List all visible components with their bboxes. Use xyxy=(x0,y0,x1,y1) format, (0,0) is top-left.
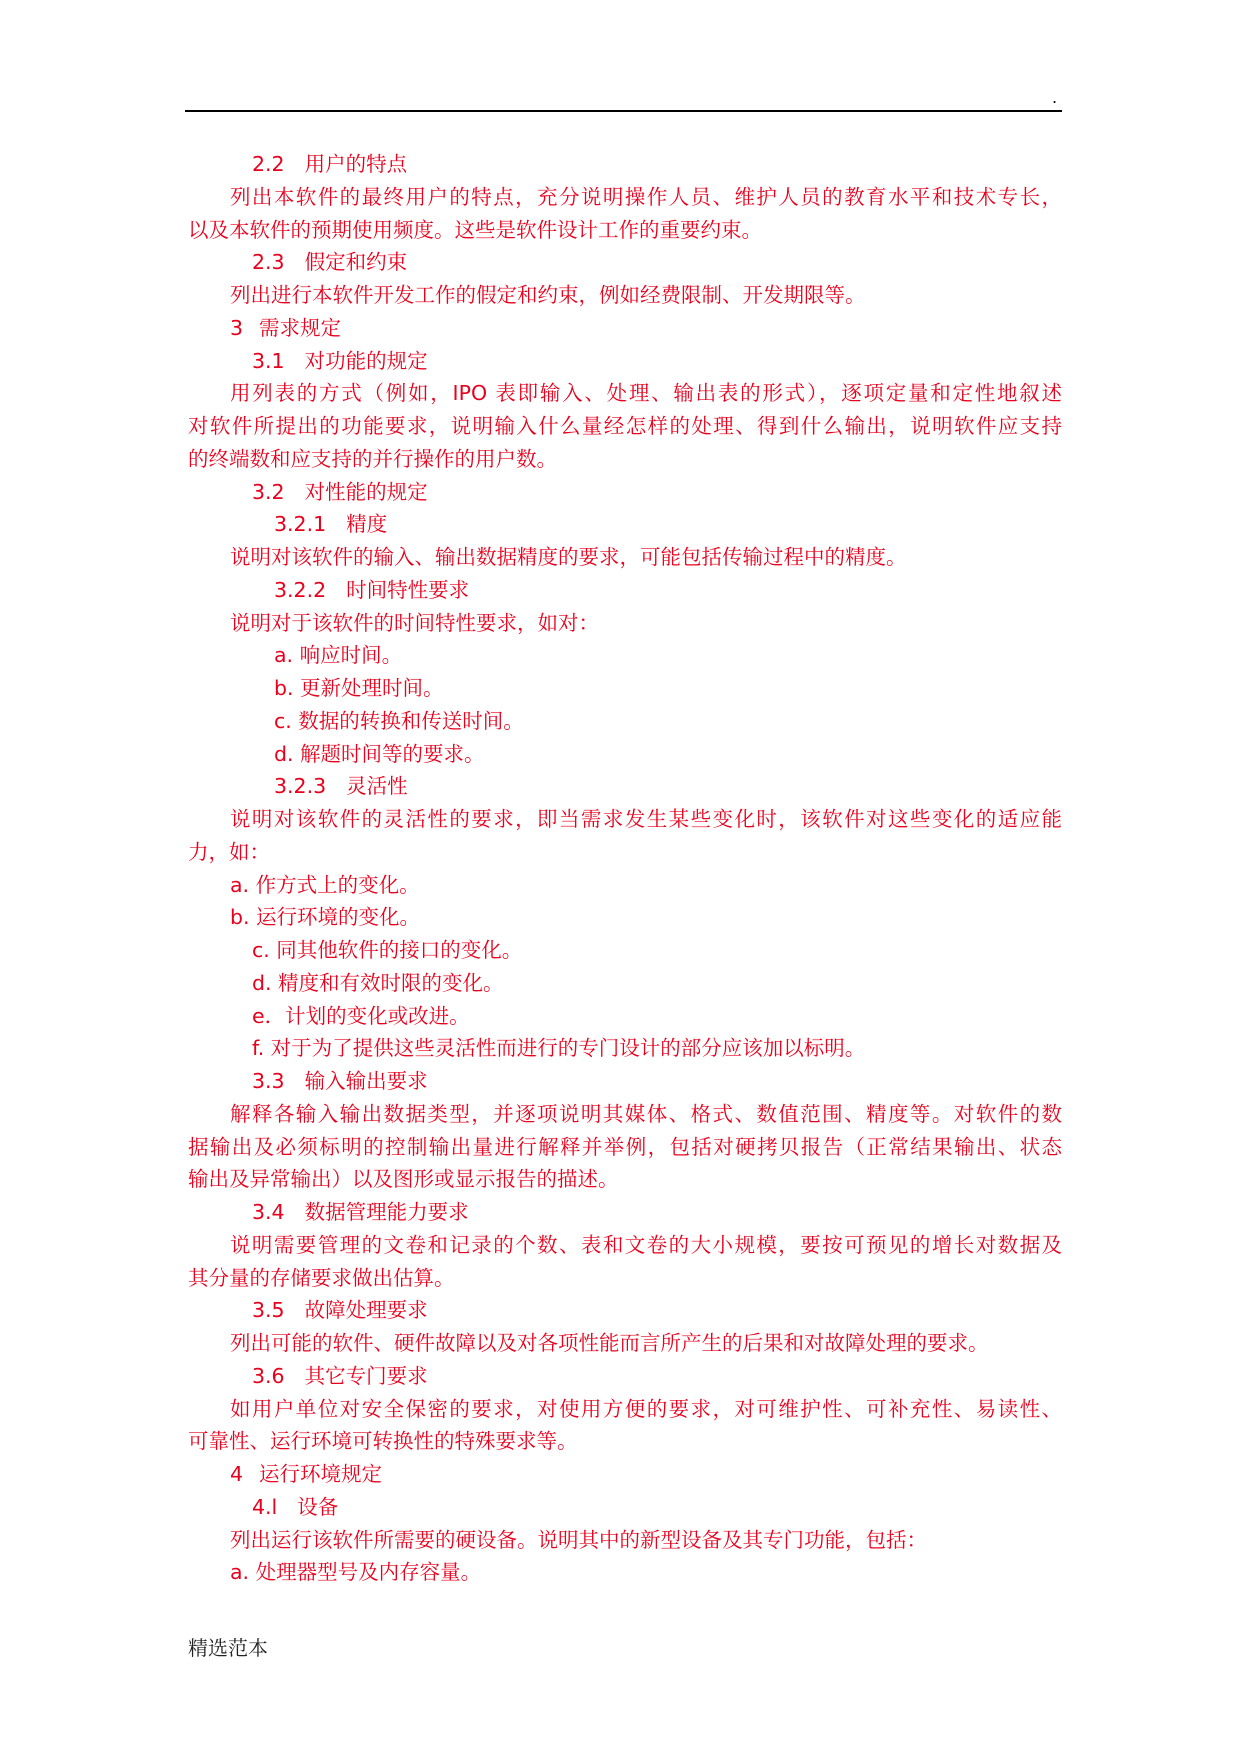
body-line xyxy=(188,1131,1062,1164)
body-line xyxy=(188,377,1062,410)
body-line xyxy=(188,541,1062,574)
line-text: 列出本软件的最终用户的特点，充分说明操作人员、维护人员的教育水平和技术专长， xyxy=(230,184,1062,209)
line-text: 以及本软件的预期使用频度。这些是软件设计工作的重要约束。 xyxy=(188,217,762,242)
line-text: 时间特性要求 xyxy=(346,577,470,602)
line-text: a. 响应时间。 xyxy=(274,643,403,668)
body-line xyxy=(188,1163,1062,1196)
line-text: 用列表的方式（例如，IPO 表即输入、处理、输出表的形式），逐项定量和定性地叙述 xyxy=(230,381,1062,406)
line-text: 对软件所提出的功能要求，说明输入什么量经怎样的处理、得到什么输出，说明软件应支持 xyxy=(188,414,1062,438)
line-text: 设备 xyxy=(297,1494,339,1519)
body-line xyxy=(188,443,1062,476)
line-text: 说明需要管理的文卷和记录的个数、表和文卷的大小规模，要按可预见的增长对数据及 xyxy=(230,1232,1062,1257)
body-line xyxy=(188,869,1062,902)
line-text: 用户的特点 xyxy=(304,152,408,176)
section-heading xyxy=(188,1065,1062,1098)
document-body xyxy=(188,148,1062,1589)
section-heading xyxy=(188,345,1062,378)
line-text: 对性能的规定 xyxy=(304,479,428,504)
line-text: b. 更新处理时间。 xyxy=(274,676,444,700)
section-number: 3.2.2 xyxy=(274,577,327,602)
section-heading xyxy=(188,1360,1062,1393)
line-text: c. 同其他软件的接口的变化。 xyxy=(252,938,523,962)
section-heading xyxy=(188,1491,1062,1524)
body-line xyxy=(188,1425,1062,1458)
body-line xyxy=(188,836,1062,869)
section-heading xyxy=(188,1196,1062,1229)
body-line xyxy=(188,705,1062,738)
section-heading xyxy=(188,508,1062,541)
body-line xyxy=(188,672,1062,705)
body-line xyxy=(188,639,1062,672)
body-line xyxy=(188,279,1062,312)
line-text: 说明对该软件的输入、输出数据精度的要求，可能包括传输过程中的精度。 xyxy=(230,545,907,569)
section-heading xyxy=(188,312,1062,345)
section-number: 2.3 xyxy=(252,250,285,275)
line-text: 列出可能的软件、硬件故障以及对各项性能而言所产生的后果和对故障处理的要求。 xyxy=(230,1331,989,1355)
line-text: f. 对于为了提供这些灵活性而进行的专门设计的部分应该加以标明。 xyxy=(252,1036,866,1061)
body-line xyxy=(188,1327,1062,1360)
section-number: 2.2 xyxy=(252,152,285,176)
line-text: 如用户单位对安全保密的要求，对使用方便的要求，对可维护性、可补充性、易读性、 xyxy=(230,1396,1062,1421)
body-line xyxy=(188,1524,1062,1557)
body-line xyxy=(188,901,1062,934)
body-line xyxy=(188,738,1062,771)
line-text: 据输出及必须标明的控制输出量进行解释并举例，包括对硬拷贝报告（正常结果输出、状态 xyxy=(188,1134,1062,1159)
section-heading xyxy=(188,1294,1062,1327)
line-text: b. 运行环境的变化。 xyxy=(230,905,421,930)
line-text: d. 解题时间等的要求。 xyxy=(274,741,485,766)
section-number: 4.l xyxy=(252,1494,278,1519)
line-text: 对功能的规定 xyxy=(304,348,428,373)
section-heading xyxy=(188,770,1062,803)
body-line xyxy=(188,181,1062,214)
line-text: c. 数据的转换和传送时间。 xyxy=(274,708,524,733)
line-text: 故障处理要求 xyxy=(304,1298,428,1323)
line-text: 解释各输入输出数据类型，并逐项说明其媒体、格式、数值范围、精度等。对软件的数 xyxy=(230,1101,1062,1126)
body-line xyxy=(188,1000,1062,1033)
body-line xyxy=(188,1032,1062,1065)
section-number: 3.2.3 xyxy=(274,774,327,799)
body-line xyxy=(188,214,1062,247)
line-text: 输入输出要求 xyxy=(304,1069,428,1093)
body-line xyxy=(188,1262,1062,1295)
body-line xyxy=(188,967,1062,1000)
header-mark: . xyxy=(1052,88,1058,107)
line-text: 列出进行本软件开发工作的假定和约束，例如经费限制、开发期限等。 xyxy=(230,283,866,307)
body-line xyxy=(188,1098,1062,1131)
body-line xyxy=(188,1229,1062,1262)
line-text: 说明对该软件的灵活性的要求，即当需求发生某些变化时，该软件对这些变化的适应能 xyxy=(230,807,1062,831)
line-text: e．计划的变化或改进。 xyxy=(252,1003,470,1028)
body-line xyxy=(188,410,1062,443)
footer-text: 精选范本 xyxy=(188,1636,268,1660)
line-text: 数据管理能力要求 xyxy=(304,1200,469,1224)
section-heading xyxy=(188,476,1062,509)
body-line xyxy=(188,1556,1062,1589)
section-number: 3 xyxy=(230,315,244,340)
line-text: 需求规定 xyxy=(259,315,342,340)
section-heading xyxy=(188,574,1062,607)
section-heading xyxy=(188,148,1062,181)
line-text: 力，如： xyxy=(188,839,270,864)
section-heading xyxy=(188,1458,1062,1491)
line-text: 运行环境规定 xyxy=(259,1462,383,1486)
section-number: 4 xyxy=(230,1462,244,1486)
section-number: 3.4 xyxy=(252,1200,285,1224)
section-number: 3.2 xyxy=(252,479,285,504)
line-text: 的终端数和应支持的并行操作的用户数。 xyxy=(188,446,557,471)
line-text: 假定和约束 xyxy=(304,250,408,275)
line-text: 其分量的存储要求做出估算。 xyxy=(188,1265,455,1290)
section-number: 3.1 xyxy=(252,348,285,373)
line-text: 说明对于该软件的时间特性要求，如对： xyxy=(230,610,599,635)
section-number: 3.5 xyxy=(252,1298,285,1323)
line-text: a. 作方式上的变化。 xyxy=(230,872,420,897)
line-text: 列出运行该软件所需要的硬设备。说明其中的新型设备及其专门功能，包括： xyxy=(230,1527,927,1552)
line-text: d. 精度和有效时限的变化。 xyxy=(252,970,504,995)
body-line xyxy=(188,607,1062,640)
body-line xyxy=(188,803,1062,836)
line-text: 其它专门要求 xyxy=(304,1363,428,1388)
body-line xyxy=(188,934,1062,967)
line-text: 输出及异常输出）以及图形或显示报告的描述。 xyxy=(188,1167,619,1192)
section-number: 3.2.1 xyxy=(274,512,327,537)
line-text: 灵活性 xyxy=(346,774,408,799)
header-rule xyxy=(185,110,1062,112)
section-heading xyxy=(188,246,1062,279)
line-text: 可靠性、运行环境可转换性的特殊要求等。 xyxy=(188,1429,578,1454)
line-text: a. 处理器型号及内存容量。 xyxy=(230,1560,482,1585)
section-number: 3.6 xyxy=(252,1363,285,1388)
body-line xyxy=(188,1393,1062,1426)
line-text: 精度 xyxy=(346,512,388,537)
section-number: 3.3 xyxy=(252,1069,285,1093)
